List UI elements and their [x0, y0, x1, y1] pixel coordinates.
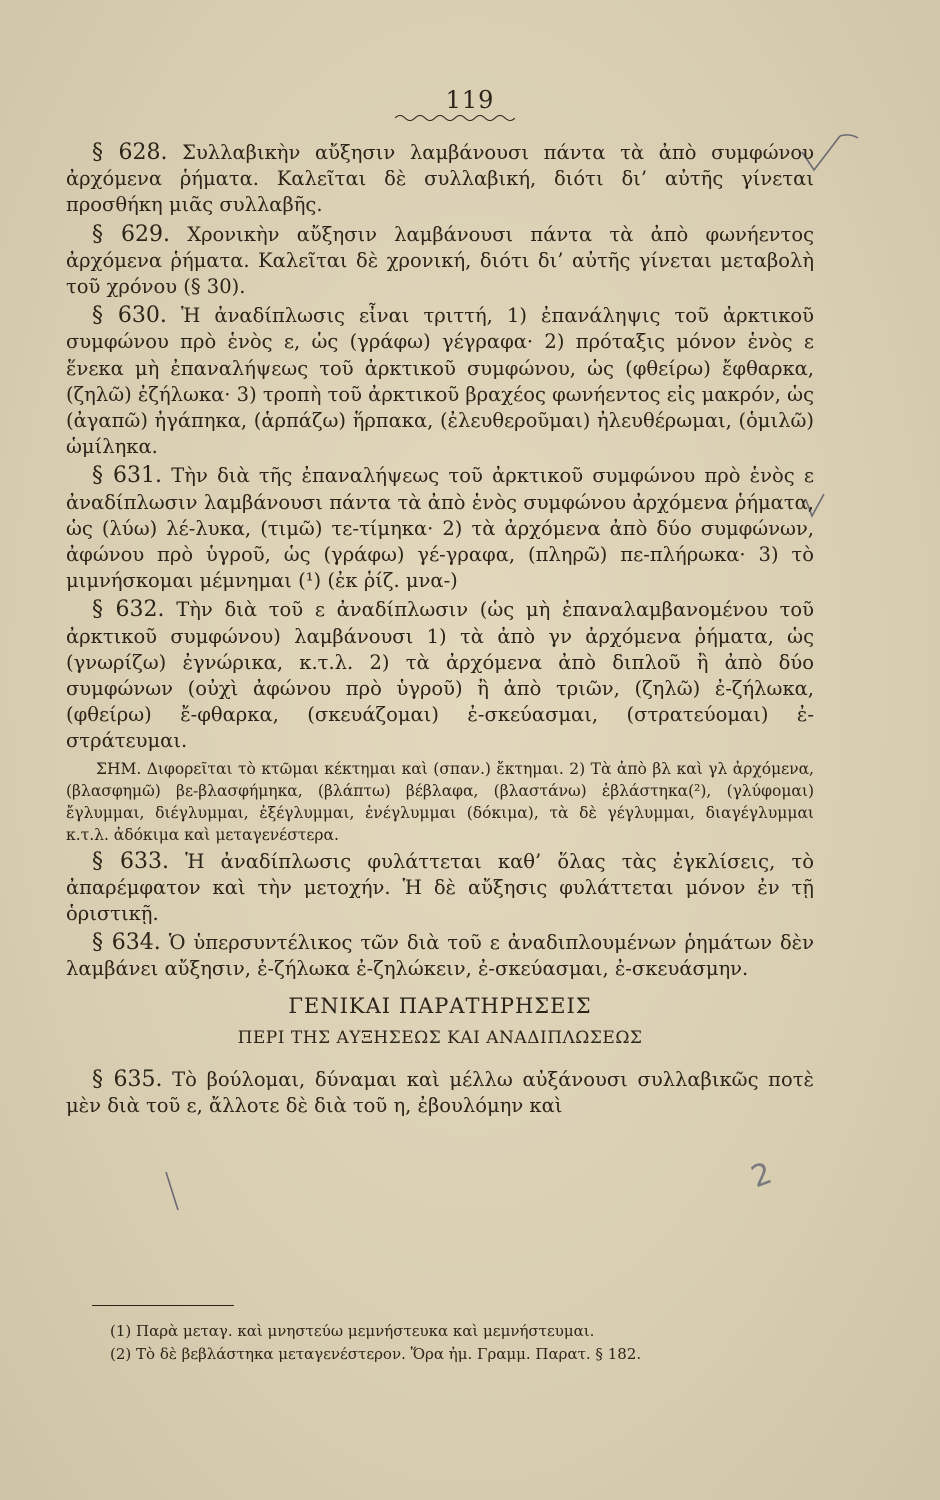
paragraph-text: Χρονικὴν αὔξησιν λαμβάνουσι πάντα τὰ ἀπὸ φωνήεντος ἀρχόμενα ῥήματα. Καλεῖται δὲ χρονική, διότι δι’ αὐτῆς γίνεται μεταβολὴ τοῦ χρόνου (§ 30).	[66, 222, 814, 299]
paragraph-text: Τὴν διὰ τοῦ ε ἀναδίπλωσιν (ὡς μὴ ἐπαναλαμβανομένου τοῦ ἀρκτικοῦ συμφώνου) λαμβάνουσι 1) τὰ ἀπὸ γν ἀρχόμενα ῥήματα, ὡς (γνωρίζω) ἐγνώρικα, κ.τ.λ. 2) τὰ ἀρχόμενα ἀπὸ διπλοῦ ἢ ἀπὸ δύο συμφώνων (οὐχὶ ἀφώνου πρὸ ὑγροῦ) ἢ ἀπὸ τριῶν, (ζηλῶ) ἐ-ζήλωκα, (φθείρω) ἔ-φθαρκα, (σκευάζομαι) ἐ-σκεύασμαι, (στρατεύομαι) ἐ-στράτευμαι.	[66, 598, 815, 753]
section-heading: ΓΕΝΙΚΑΙ ΠΑΡΑΤΗΡΗΣΕΙΣ	[288, 993, 592, 1018]
paragraph-633	[66, 849, 814, 928]
paragraph-631	[66, 463, 814, 594]
paragraph-634	[66, 930, 814, 982]
paragraph-628	[66, 140, 814, 219]
note-text: Διφορεῖται τὸ κτῶμαι κέκτημαι καὶ (σπαν.) ἔκτημαι. 2) Τὰ ἀπὸ βλ καὶ γλ ἀρχόμενα, (βλασφημῶ) βε-βλασφήμηκα, (βλάπτω) βέβλαφα, (βλαστάνω) ἐβλάστηκα(²), (γλύφομαι) ἔγλυμμαι, διέγλυμμαι, ἐξέγλυμμαι, ἐνέγλυμμαι (δόκιμα), τὰ δὲ γέγλυμμαι, διαγέγλυμμαι κ.τ.λ. ἀδόκιμα καὶ μεταγενέστερα.	[66, 759, 814, 844]
section-number: § 628.	[92, 140, 168, 165]
paragraph-text: Ὁ ὑπερσυντέλικος τῶν διὰ τοῦ ε ἀναδιπλουμένων ῥημάτων δὲν λαμβάνει αὔξησιν, ἐ-ζήλωκα ἐ-ζηλώκειν, ἐ-σκεύασμαι, ἐ-σκευάσμην.	[66, 931, 814, 981]
section-number: § 635.	[92, 1067, 163, 1093]
pencil-bracket-icon	[162, 1170, 182, 1214]
paragraph-text: Ἡ ἀναδίπλωσις εἶναι τριττή, 1) ἐπανάληψις τοῦ ἀρκτικοῦ συμφώνου πρὸ ἑνὸς ε, ὡς (γράφω) γέγραφα· 2) πρόταξις μόνον ἑνὸς ε ἕνεκα μὴ ἐπαναλήψεως τοῦ ἀρκτικοῦ συμφώνου, ὡς (φθείρω) ἔφθαρκα, (ζηλῶ) ἐζήλωκα· 3) τροπὴ τοῦ ἀρκτικοῦ βραχέος φωνήεντος εἰς μακρόν, ὡς (ἀγαπῶ) ἠγάπηκα, (ἁρπάζω) ἥρπακα, (ἐλευθεροῦμαι) ἠλευθέρωμαι, (ὁμιλῶ) ὡμίληκα.	[66, 304, 815, 459]
paragraph-text: Τὸ βούλομαι, δύναμαι καὶ μέλλω αὐξάνουσι συλλαβικῶς ποτὲ μὲν διὰ τοῦ ε, ἄλλοτε δὲ διὰ τοῦ η, ἐβουλόμην καὶ	[66, 1068, 814, 1118]
section-number: § 629.	[92, 221, 170, 247]
section-number: § 633.	[92, 848, 169, 874]
section-subheading: ΠΕΡΙ ΤΗΣ ΑΥΞΗΣΕΩΣ ΚΑΙ ΑΝΑΔΙΠΛΩΣΕΩΣ	[237, 1027, 643, 1048]
section-number: § 634.	[92, 930, 161, 956]
ornament-wave-icon	[395, 113, 515, 123]
paragraph-632	[66, 597, 814, 754]
paragraph-text: Συλλαβικὴν αὔξησιν λαμβάνουσι πάντα τὰ ἀπὸ συμφώνου ἀρχόμενα ῥήματα. Καλεῖται δὲ συλλαβική, διότι δι’ αὐτῆς γίνεται προσθήκη μιᾶς συλλαβῆς.	[66, 141, 815, 217]
footnote-2: (2) Τὸ δὲ βεβλάστηκα μεταγενέστερον. Ὅρα ἠμ. Γραμμ. Παρατ. § 182.	[110, 1345, 642, 1363]
note-paragraph	[66, 758, 814, 846]
section-number: § 632.	[92, 597, 165, 623]
paragraph-629	[66, 222, 814, 301]
paragraph-635	[66, 1067, 814, 1119]
paragraph-text: Ἡ ἀναδίπλωσις φυλάττεται καθ’ ὅλας τὰς ἐγκλίσεις, τὸ ἀπαρέμφατον καὶ τὴν μετοχήν. Ἡ δὲ αὔξησις φυλάττεται μόνον ἐν τῇ ὁριστικῇ.	[66, 849, 814, 926]
paragraph-text: Τὴν διὰ τῆς ἐπαναλήψεως τοῦ ἀρκτικοῦ συμφώνου πρὸ ἑνὸς ε ἀναδίπλωσιν λαμβάνουσι πάντα τὰ ἀπὸ ἑνὸς συμφώνου ἀρχόμενα ῥήματα, ὡς (λύω) λέ-λυκα, (τιμῶ) τε-τίμηκα· 2) τὰ ἀρχόμενα ἀπὸ δύο συμφώνων, ἀφώνου πρὸ ὑγροῦ, ὡς (γράφω) γέ-γραφα, (πληρῶ) πε-πλήρωκα· 3) τὸ μιμνήσκομαι μέμνημαι (¹) (ἐκ ῥίζ. μνα-)	[66, 464, 815, 593]
section-number: § 631.	[92, 463, 163, 489]
footnote-1: (1) Παρὰ μεταγ. καὶ μνηστεύω μεμνήστευκα καὶ μεμνήστευμαι.	[110, 1322, 595, 1340]
footnote-divider	[92, 1305, 234, 1306]
page-number: 119	[445, 86, 495, 114]
footnotes	[110, 1320, 810, 1366]
pencil-annotation: 2	[746, 1155, 777, 1196]
section-number: § 630.	[92, 303, 167, 329]
main-text	[66, 140, 814, 1123]
note-label: ΣΗΜ.	[96, 759, 142, 778]
paragraph-630	[66, 303, 814, 460]
